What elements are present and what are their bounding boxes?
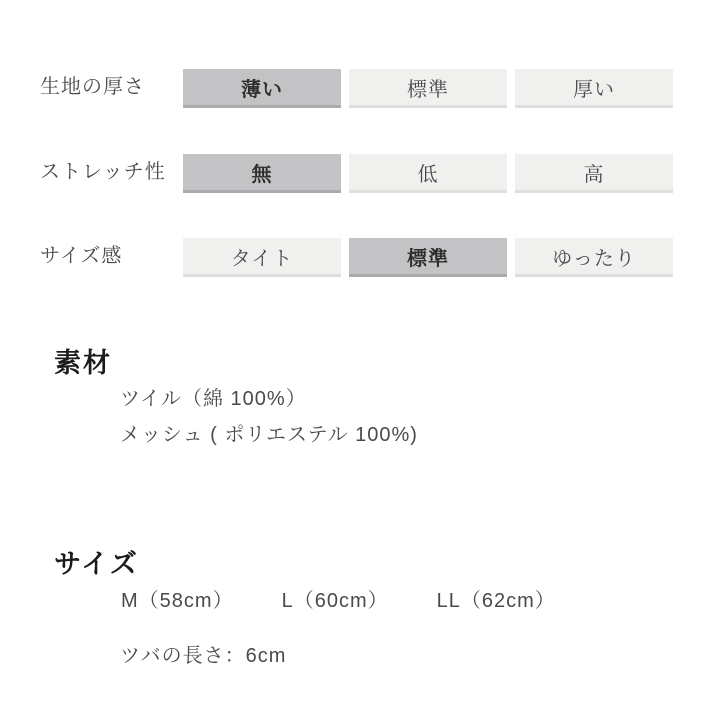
material-heading: 素材 (54, 348, 112, 378)
spec-option-standard-selected: 標準 (349, 238, 507, 277)
size-heading: サイズ (54, 549, 139, 579)
spec-option-standard: 標準 (349, 69, 507, 108)
brim-length-text: ツバの長さ：6cm (120, 645, 287, 667)
spec-option-low: 低 (349, 154, 507, 193)
spec-option-loose: ゆったり (515, 238, 673, 277)
spec-label-fabric-thickness: 生地の厚さ (40, 76, 145, 98)
size-option-m: M（58cm） (121, 590, 234, 612)
spec-option-tight: タイト (183, 238, 341, 277)
spec-row-fit (0, 238, 720, 277)
spec-option-thick: 厚い (515, 69, 673, 108)
size-option-ll: LL（62cm） (436, 590, 556, 612)
spec-label-fit: サイズ感 (40, 245, 123, 267)
size-option-l: L（60cm） (281, 590, 389, 612)
material-item-mesh: メッシュ ( ポリエステル 100%) (120, 424, 418, 446)
material-item-twill: ツイル（綿 100%） (120, 388, 307, 410)
spec-label-stretch: ストレッチ性 (40, 161, 166, 183)
spec-option-none-selected: 無 (183, 154, 341, 193)
size-options (121, 584, 556, 613)
spec-option-thin-selected: 薄い (183, 69, 341, 108)
spec-row-stretch (0, 154, 720, 193)
spec-option-high: 高 (515, 154, 673, 193)
spec-row-fabric-thickness (0, 69, 720, 108)
